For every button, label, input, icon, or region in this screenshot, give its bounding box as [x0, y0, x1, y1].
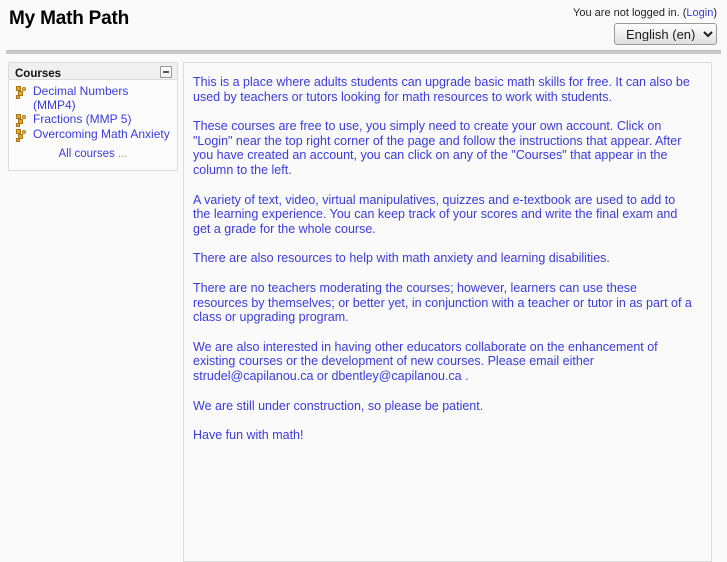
all-courses-link[interactable]: All courses [58, 148, 115, 160]
courses-block-header [9, 63, 177, 80]
intro-paragraph-4: There are also resources to help with math anxiety and learning disabilities. [193, 251, 610, 266]
intro-paragraph-5: There are no teachers moderating the courses; however, learners can use these resources by themselves; or better yet, in conjunction with a teacher or tutor in as part of a class or upgrading program. [193, 280, 692, 325]
left-block-region [8, 62, 178, 171]
course-icon [15, 129, 31, 143]
course-list [15, 85, 171, 141]
list-item [15, 128, 171, 142]
page-title: My Math Path [9, 8, 130, 29]
intro-paragraph-6: We are also interested in having other educators collaborate on the enhancement of existing courses or the development of new courses. Please email either strudel@capilanou.ca or dbentley@capilanou.ca . [193, 339, 658, 383]
intro-paragraph-2: These courses are free to use, you simply need to create your own account. Click on "Login" near the top right corner of the page and follow the instructions that appear. After you have created an account, you can click on any of the "Courses" that appear in the column to the left. [193, 119, 682, 177]
login-info [573, 7, 717, 19]
login-link[interactable]: Login [686, 7, 714, 19]
language-select[interactable] [614, 23, 717, 45]
all-courses-footer [15, 142, 171, 162]
courses-block [8, 62, 178, 171]
intro-paragraph-8: Have fun with math! [193, 428, 304, 443]
intro-paragraph-3: A variety of text, video, virtual manipulatives, quizzes and e-textbook are used to add to the learning experience. You can keep track of your scores and write the final exam and get a grade for the whole course. [193, 192, 678, 236]
header-divider [6, 50, 721, 54]
minus-icon[interactable] [160, 66, 172, 78]
course-link-decimal-numbers[interactable]: Decimal Numbers (MMP4) [33, 84, 129, 112]
language-menu[interactable] [614, 23, 717, 45]
intro-paragraph-1: This is a place where adults students can upgrade basic math skills for free. It can also be used by teachers or tutors looking for math resources to work with students. [193, 75, 690, 104]
courses-block-body [9, 80, 177, 170]
main-content-inner [184, 63, 711, 453]
page-header [0, 0, 727, 52]
course-icon [15, 114, 31, 128]
list-item [15, 85, 171, 112]
course-link-fractions[interactable]: Fractions (MMP 5) [33, 112, 132, 126]
login-status-text: You are not logged in. ( [573, 7, 687, 19]
course-link-overcoming-math-anxiety[interactable]: Overcoming Math Anxiety [33, 126, 170, 141]
all-courses-ellipsis: ... [114, 148, 128, 160]
intro-paragraph-7: We are still under construction, so please be patient. [193, 398, 484, 413]
main-content-region [183, 62, 712, 562]
login-status-suffix: ) [713, 7, 717, 19]
course-icon [15, 86, 31, 100]
list-item [15, 113, 171, 127]
courses-block-title: Courses [15, 68, 62, 80]
